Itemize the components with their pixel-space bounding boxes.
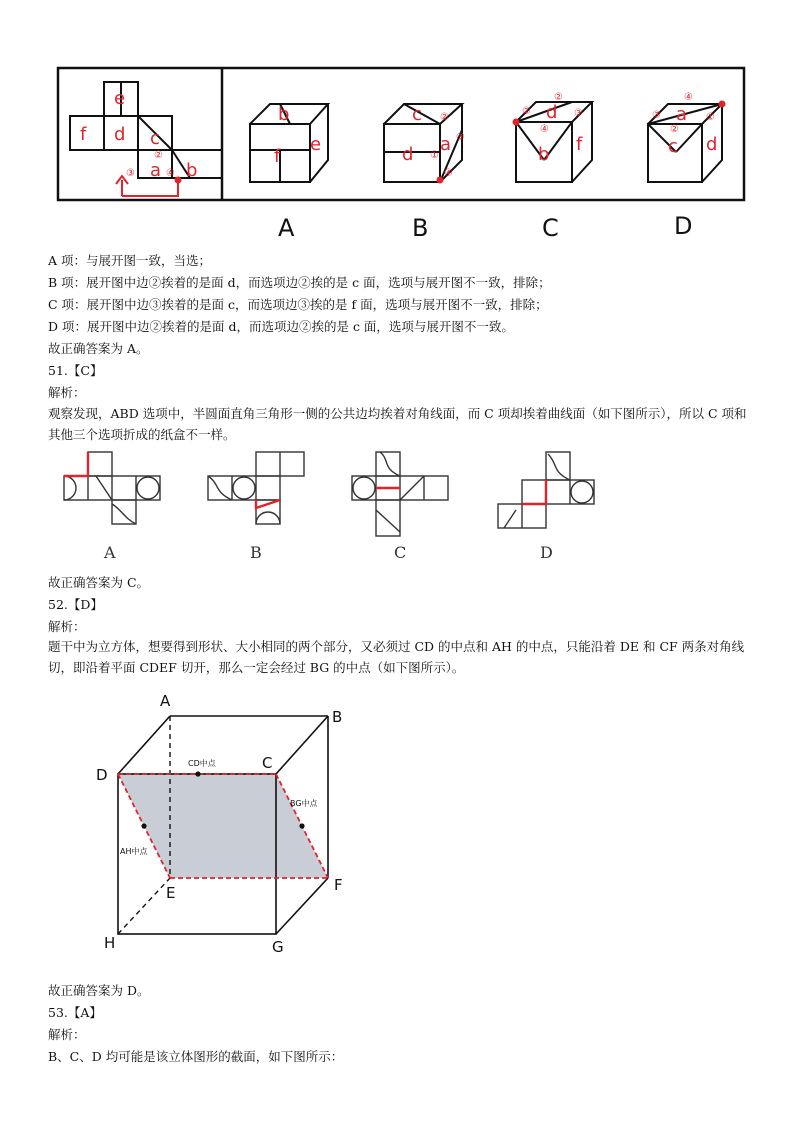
option-letter-a: A bbox=[278, 214, 295, 242]
q52-answer: 故正确答案为 D。 bbox=[48, 983, 150, 998]
q50-line-b: B 项：展开图中边②挨着的是面 d，而选项边②挨的是 c 面，选项与展开图不一致，排除； bbox=[48, 275, 551, 290]
net-mark-2: ② bbox=[154, 150, 163, 161]
q51-answer: 故正确答案为 C。 bbox=[48, 575, 150, 590]
option-letter-c: C bbox=[542, 214, 559, 242]
option-d-mark-3: ② bbox=[670, 124, 679, 135]
option-c-mark-1: ② bbox=[522, 106, 531, 117]
cube-vertex-c: C bbox=[262, 754, 273, 772]
cube-vertex-a: A bbox=[160, 692, 171, 710]
option-b-mark-1: ② bbox=[440, 112, 449, 123]
q52-number: 52.【D】 bbox=[48, 597, 103, 612]
option-d-face-c: c bbox=[668, 136, 678, 157]
option-c-face-f: f bbox=[576, 134, 583, 155]
option-b-face-c: c bbox=[412, 104, 422, 125]
net-label-a: a bbox=[150, 160, 162, 181]
q51-nets-figure bbox=[0, 440, 800, 570]
option-a-face-b: b bbox=[278, 104, 290, 125]
option-c-face-b: b bbox=[538, 144, 550, 165]
q51-figure-label-a: A bbox=[104, 543, 116, 562]
cube-vertex-e: E bbox=[166, 884, 176, 902]
option-b-mark-3: ① bbox=[430, 150, 439, 161]
option-d-face-d: d bbox=[706, 134, 718, 155]
q51-figure-label-d: D bbox=[540, 543, 553, 562]
option-b-mark-2: ③ bbox=[456, 132, 465, 143]
q50-line-d: D 项：展开图中边②挨着的是面 d，而选项边②挨的是 c 面，选项与展开图不一致。 bbox=[48, 319, 514, 334]
cube-vertex-d: D bbox=[96, 766, 108, 784]
cube-vertex-g: G bbox=[272, 938, 284, 956]
cube-vertex-f: F bbox=[334, 876, 343, 894]
cube-vertex-h: H bbox=[104, 934, 116, 952]
net-label-b: b bbox=[186, 160, 198, 181]
option-d-mark-2: ③ bbox=[652, 110, 661, 121]
option-a-face-e: e bbox=[310, 134, 322, 155]
q51-figure-label-b: B bbox=[250, 543, 262, 562]
q51-analysis-label: 解析： bbox=[48, 385, 86, 400]
q52-cube-figure bbox=[0, 680, 800, 970]
option-c-mark-3: ④ bbox=[540, 124, 549, 135]
option-d-face-a: a bbox=[676, 104, 688, 125]
net-label-d: d bbox=[114, 124, 126, 145]
q53-text: B、C、D 均可能是该立体图形的截面，如下图所示： bbox=[48, 1049, 344, 1064]
cube-cd-midpoint-label: CD中点 bbox=[188, 759, 216, 768]
option-letter-b: B bbox=[412, 214, 429, 242]
net-mark-3: ③ bbox=[126, 168, 135, 179]
option-a-face-f: f bbox=[274, 146, 281, 167]
cube-bg-midpoint-label: BG中点 bbox=[290, 799, 318, 808]
q51-figure-label-c: C bbox=[394, 543, 407, 562]
net-mark-4: ④ bbox=[166, 168, 175, 179]
cube-ah-midpoint-label: AH中点 bbox=[120, 847, 148, 856]
cube-net-figure bbox=[0, 0, 800, 250]
q50-answer: 故正确答案为 A。 bbox=[48, 341, 149, 356]
option-b-face-d: d bbox=[402, 144, 414, 165]
q51-number: 51.【C】 bbox=[48, 363, 103, 378]
option-c-face-d: d bbox=[546, 102, 558, 123]
option-d-mark-4: ① bbox=[706, 112, 715, 123]
net-label-f: f bbox=[80, 124, 87, 145]
q52-analysis-label: 解析： bbox=[48, 619, 86, 634]
q53-number: 53.【A】 bbox=[48, 1005, 102, 1020]
q50-line-a: A 项：与展开图一致，当选； bbox=[48, 253, 212, 268]
option-letter-d: D bbox=[674, 212, 693, 240]
option-b-mark-4: ④ bbox=[444, 168, 453, 179]
q50-line-c: C 项：展开图中边③挨着的是面 c，而选项边③挨的是 f 面，选项与展开图不一致，排除； bbox=[48, 297, 548, 312]
option-b-face-a: a bbox=[440, 134, 452, 155]
net-label-e: e bbox=[114, 88, 126, 109]
cube-vertex-b: B bbox=[332, 708, 343, 726]
q52-text: 题干中为立方体，想要得到形状、大小相同的两个部分，又必须过 CD 的中点和 AH 的中点，只能沿着 DE 和 CF 两条对角线切，即沿着平面 CDEF 切开，那么一定会经过 BG 的中点（如下图所示）。 bbox=[48, 639, 745, 675]
option-c-mark-2: ② bbox=[554, 92, 563, 103]
q53-analysis-label: 解析： bbox=[48, 1027, 86, 1042]
option-d-mark-1: ④ bbox=[684, 92, 693, 103]
option-c-mark-4: ③ bbox=[574, 108, 583, 119]
net-label-c: c bbox=[150, 128, 160, 149]
q51-text: 观察发现，ABD 选项中，半圆面直角三角形一侧的公共边均挨着对角线面，而 C 项却挨着曲线面（如下图所示），所以 C 项和其他三个选项折成的纸盒不一样。 bbox=[48, 406, 747, 442]
